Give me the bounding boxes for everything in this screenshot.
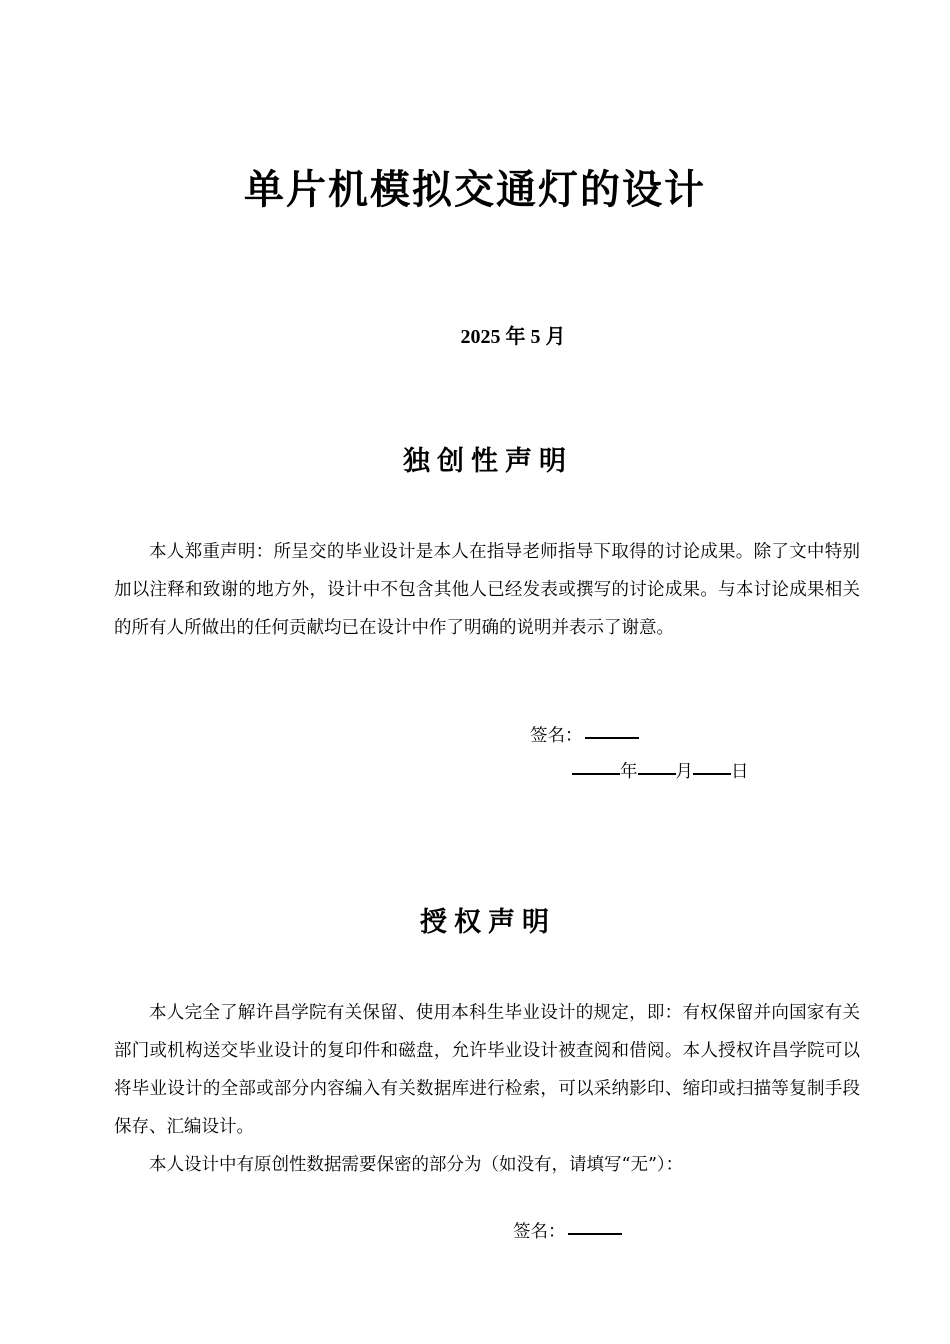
authorization-paragraph: 本人完全了解许昌学院有关保留、使用本科生毕业设计的规定，即：有权保留并向国家有关部门或机构送交毕业设计的复印件和磁盘，允许毕业设计被查阅和借阅。本人授权许昌学院可以将毕业设计的全部或部分内容编入有关数据库进行检索，可以采纳影印、缩印或扫描等复制手段保存、汇编设计。 — [114, 1003, 860, 1137]
document-date: 2025 年 5 月 — [460, 326, 566, 348]
originality-heading: 独创性声明 — [403, 446, 573, 477]
day-label: 日 — [731, 762, 749, 782]
year-label: 年 — [620, 762, 638, 782]
year-blank[interactable] — [572, 753, 620, 775]
month-blank[interactable] — [638, 753, 676, 775]
originality-paragraph: 本人郑重声明：所呈交的毕业设计是本人在指导老师指导下取得的讨论成果。除了文中特别加以注释和致谢的地方外，设计中不包含其他人已经发表或撰写的讨论成果。与本讨论成果相关的所有人所做出的任何贡献均已在设计中作了明确的说明并表示了谢意。 — [114, 542, 860, 638]
day-blank[interactable] — [693, 753, 731, 775]
document-title: 单片机模拟交通灯的设计 — [244, 167, 706, 213]
signature-blank[interactable] — [585, 717, 639, 739]
month-label: 月 — [675, 762, 693, 782]
confidential-note: 本人设计中有原创性数据需要保密的部分为（如没有，请填写“无”）： — [149, 1155, 684, 1175]
originality-date — [572, 755, 749, 787]
signature-label: 签名： — [530, 726, 583, 746]
originality-signature — [530, 719, 639, 751]
authorization-heading: 授权声明 — [420, 907, 556, 938]
authorization-signature — [513, 1215, 622, 1247]
signature-blank[interactable] — [568, 1213, 622, 1235]
signature-label: 签名： — [513, 1222, 566, 1242]
